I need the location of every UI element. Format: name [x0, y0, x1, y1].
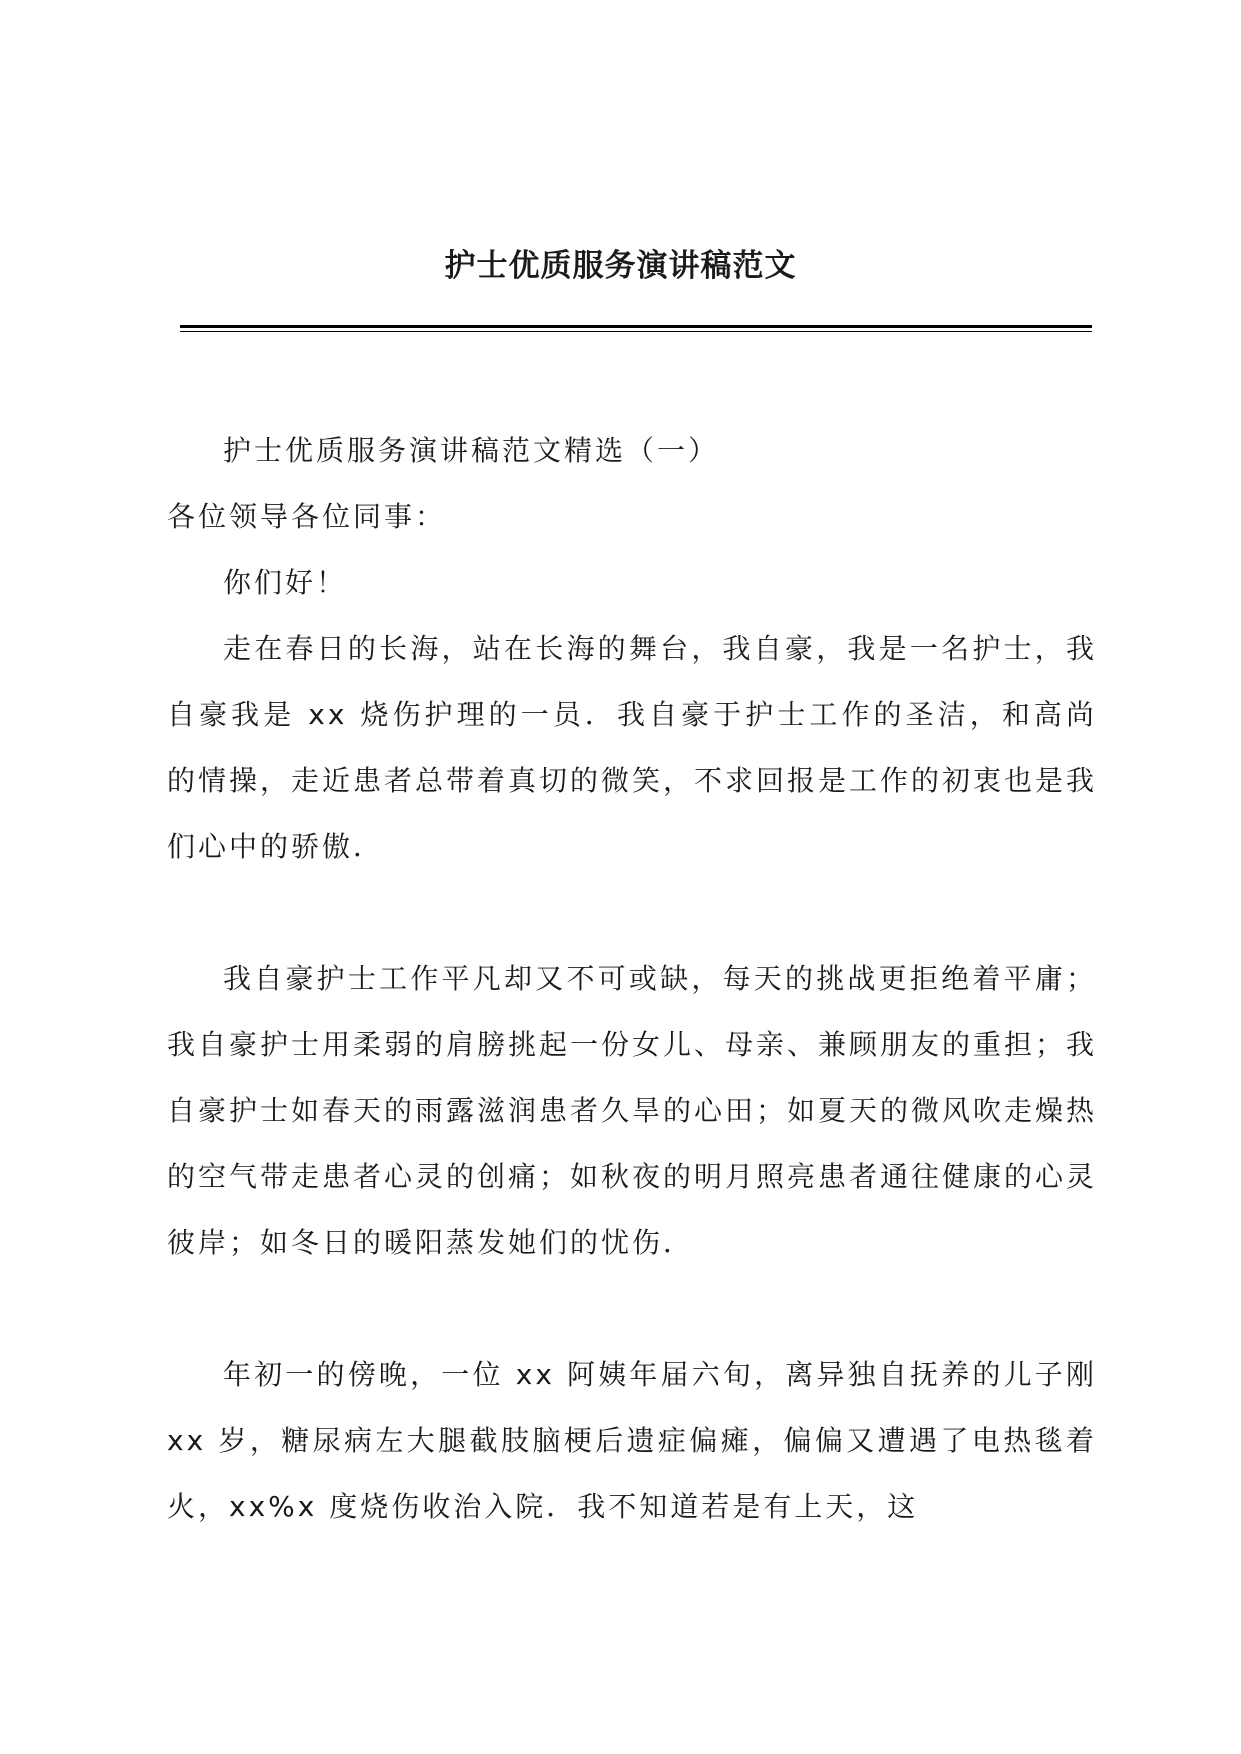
paragraph-gap: [167, 1276, 1097, 1342]
title-rule-thin: [180, 331, 1092, 332]
paragraph-1: 走在春日的长海，站在长海的舞台，我自豪，我是一名护士，我自豪我是 xx 烧伤护理的一员．我自豪于护士工作的圣洁，和高尚的情操，走近患者总带着真切的微笑，不求回报是工作的初衷也是我们心中的骄傲．: [167, 632, 1098, 863]
section-heading: 护士优质服务演讲稿范文精选（一）: [223, 434, 720, 467]
paragraph-3: 年初一的傍晚，一位 xx 阿姨年届六旬，离异独自抚养的儿子刚 xx 岁，糖尿病左大腿截肢脑梗后遗症偏瘫，偏偏又遭遇了电热毯着火，xx%x 度烧伤收治入院．我不知道若是有上天，这: [167, 1358, 1097, 1523]
paragraph-2: 我自豪护士工作平凡却又不可或缺，每天的挑战更拒绝着平庸；我自豪护士用柔弱的肩膀挑起一份女儿、母亲、兼顾朋友的重担；我自豪护士如春天的雨露滋润患者久旱的心田；如夏天的微风吹走燥热的空气带走患者心灵的创痛；如秋夜的明月照亮患者通往健康的心灵彼岸；如冬日的暖阳蒸发她们的忧伤．: [167, 962, 1098, 1259]
document-title: 护士优质服务演讲稿范文: [444, 248, 797, 284]
title-rule-thick: [180, 325, 1092, 328]
greeting: 你们好！: [223, 566, 348, 599]
salutation: 各位领导各位同事：: [167, 500, 447, 533]
paragraph-gap: [167, 880, 1097, 946]
document-body: [167, 418, 1097, 1540]
